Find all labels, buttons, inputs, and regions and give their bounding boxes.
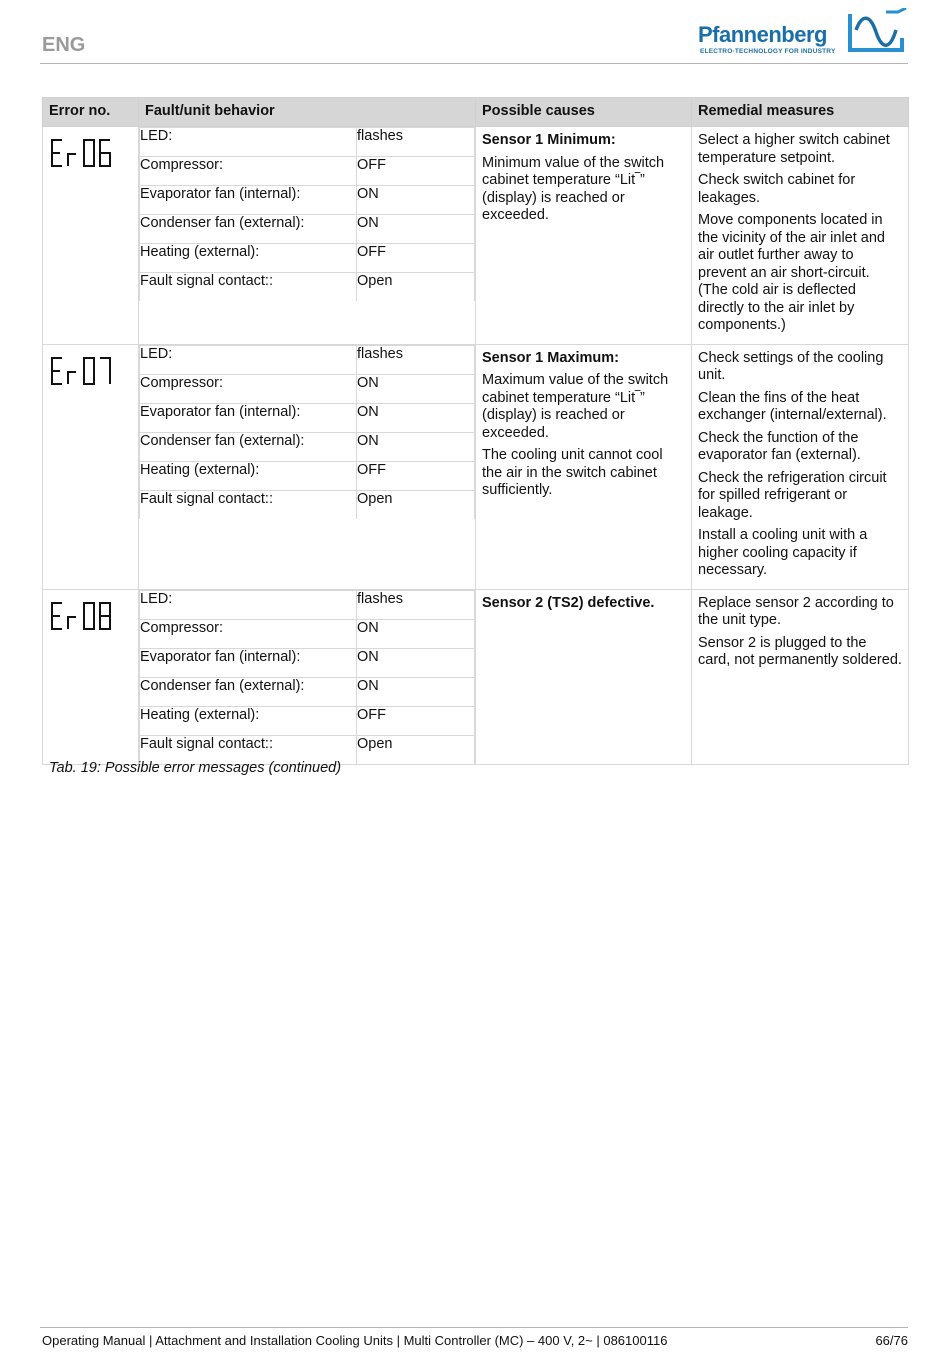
behavior-value: ON	[357, 677, 475, 706]
header-divider	[40, 63, 908, 64]
cause-title: Sensor 1 Minimum:	[482, 132, 616, 148]
behavior-label: LED:	[140, 128, 357, 157]
cause-text: The cooling unit cannot cool the air in the switch cabinet sufficiently.	[482, 447, 663, 498]
behavior-item	[140, 273, 475, 302]
causes-cell	[476, 344, 692, 589]
behavior-label: Fault signal contact::	[140, 490, 357, 519]
causes-cell	[476, 589, 692, 764]
behavior-value: flashes	[357, 590, 475, 619]
behavior-item	[140, 157, 475, 186]
column-header: Error no.	[43, 98, 139, 127]
page-number: 66/76	[875, 1333, 908, 1348]
behavior-value: ON	[357, 186, 475, 215]
behavior-label: Condenser fan (external):	[140, 432, 357, 461]
remedy-text: Install a cooling unit with a higher cooling capacity if necessary.	[698, 527, 868, 578]
behavior-label: Evaporator fan (internal):	[140, 403, 357, 432]
cause-title: Sensor 2 (TS2) defective.	[482, 594, 655, 611]
behavior-value: ON	[357, 648, 475, 677]
behavior-value: Open	[357, 490, 475, 519]
behavior-item	[140, 590, 475, 619]
behavior-label: Heating (external):	[140, 706, 357, 735]
behavior-cell	[139, 589, 476, 764]
behavior-item	[140, 215, 475, 244]
column-header: Fault/unit behavior	[139, 98, 476, 127]
remedy-text: Replace sensor 2 according to the unit type.	[698, 594, 894, 628]
language-label: ENG	[42, 34, 86, 56]
behavior-value: OFF	[357, 244, 475, 273]
behavior-value: ON	[357, 403, 475, 432]
error-code-cell	[43, 127, 139, 345]
behavior-value: ON	[357, 432, 475, 461]
behavior-label: Evaporator fan (internal):	[140, 648, 357, 677]
table-row	[43, 344, 909, 589]
table-row	[43, 589, 909, 764]
behavior-label: LED:	[140, 345, 357, 374]
remedy-text: Check switch cabinet for leakages.	[698, 172, 856, 206]
behavior-label: Heating (external):	[140, 461, 357, 490]
behavior-label: Evaporator fan (internal):	[140, 186, 357, 215]
behavior-value: OFF	[357, 461, 475, 490]
error-code-display	[49, 600, 115, 632]
remedy-cell	[692, 344, 909, 589]
behavior-label: Compressor:	[140, 619, 357, 648]
brand-logo	[698, 8, 908, 58]
remedy-text: Check the function of the evaporator fan (external).	[698, 429, 861, 463]
behavior-item	[140, 677, 475, 706]
behavior-list	[139, 345, 475, 519]
cause-title: Sensor 1 Maximum:	[482, 349, 619, 366]
behavior-value: ON	[357, 619, 475, 648]
footer-divider	[40, 1327, 908, 1328]
causes-cell	[476, 127, 692, 345]
table-caption: Tab. 19: Possible error messages (continued)	[49, 760, 342, 776]
behavior-item	[140, 244, 475, 273]
behavior-cell	[139, 344, 476, 589]
behavior-label: Compressor:	[140, 374, 357, 403]
behavior-item	[140, 461, 475, 490]
behavior-value: Open	[357, 735, 475, 764]
logo-name: Pfannenberg	[698, 22, 827, 47]
behavior-value: flashes	[357, 345, 475, 374]
behavior-item	[140, 186, 475, 215]
remedy-text: Check the refrigeration circuit for spilled refrigerant or leakage.	[698, 469, 887, 521]
behavior-label: Condenser fan (external):	[140, 677, 357, 706]
error-code-display	[49, 137, 115, 169]
cause-text: Minimum value of the switch cabinet temperature “Lit‾” (display) is reached or exceeded.	[482, 154, 665, 223]
behavior-item	[140, 619, 475, 648]
error-code-display	[49, 355, 115, 387]
behavior-value: flashes	[357, 128, 475, 157]
table-row	[43, 127, 909, 345]
column-header: Remedial measures	[692, 98, 909, 127]
behavior-item	[140, 432, 475, 461]
behavior-cell	[139, 127, 476, 345]
behavior-value: ON	[357, 374, 475, 403]
behavior-label: Fault signal contact::	[140, 735, 357, 764]
behavior-item	[140, 490, 475, 519]
behavior-list	[139, 590, 475, 764]
behavior-value: ON	[357, 215, 475, 244]
behavior-item	[140, 374, 475, 403]
behavior-label: Heating (external):	[140, 244, 357, 273]
behavior-label: LED:	[140, 590, 357, 619]
remedy-text: Clean the fins of the heat exchanger (internal/external).	[698, 389, 887, 423]
cause-text: Maximum value of the switch cabinet temperature “Lit‾” (display) is reached or exceeded.	[482, 372, 669, 441]
pfannenberg-logo-icon	[846, 8, 908, 56]
remedy-text: Select a higher switch cabinet temperature setpoint.	[698, 132, 890, 166]
behavior-label: Fault signal contact::	[140, 273, 357, 302]
behavior-value: Open	[357, 273, 475, 302]
behavior-value: OFF	[357, 706, 475, 735]
remedy-text: Check settings of the cooling unit.	[698, 349, 884, 383]
footer-text: Operating Manual | Attachment and Installation Cooling Units | Multi Controller (MC) – 400 V, 2~ | 086100116	[42, 1333, 668, 1348]
error-code-cell	[43, 344, 139, 589]
remedy-text: Move components located in the vicinity of the air inlet and air outlet further away to prevent an air short-circuit. (The cold air is deflected directly to the air inlet by components.)	[698, 212, 885, 333]
behavior-item	[140, 706, 475, 735]
behavior-item	[140, 403, 475, 432]
remedy-text: Sensor 2 is plugged to the card, not permanently soldered.	[698, 634, 902, 668]
behavior-item	[140, 128, 475, 157]
behavior-label: Compressor:	[140, 157, 357, 186]
logo-tagline: ELECTRO-TECHNOLOGY FOR INDUSTRY	[700, 48, 836, 55]
behavior-value: OFF	[357, 157, 475, 186]
column-header: Possible causes	[476, 98, 692, 127]
behavior-item	[140, 345, 475, 374]
behavior-label: Condenser fan (external):	[140, 215, 357, 244]
error-table	[42, 97, 909, 765]
behavior-item	[140, 648, 475, 677]
behavior-list	[139, 127, 475, 301]
remedy-cell	[692, 127, 909, 345]
table-header-row	[43, 98, 909, 127]
remedy-cell	[692, 589, 909, 764]
error-code-cell	[43, 589, 139, 764]
